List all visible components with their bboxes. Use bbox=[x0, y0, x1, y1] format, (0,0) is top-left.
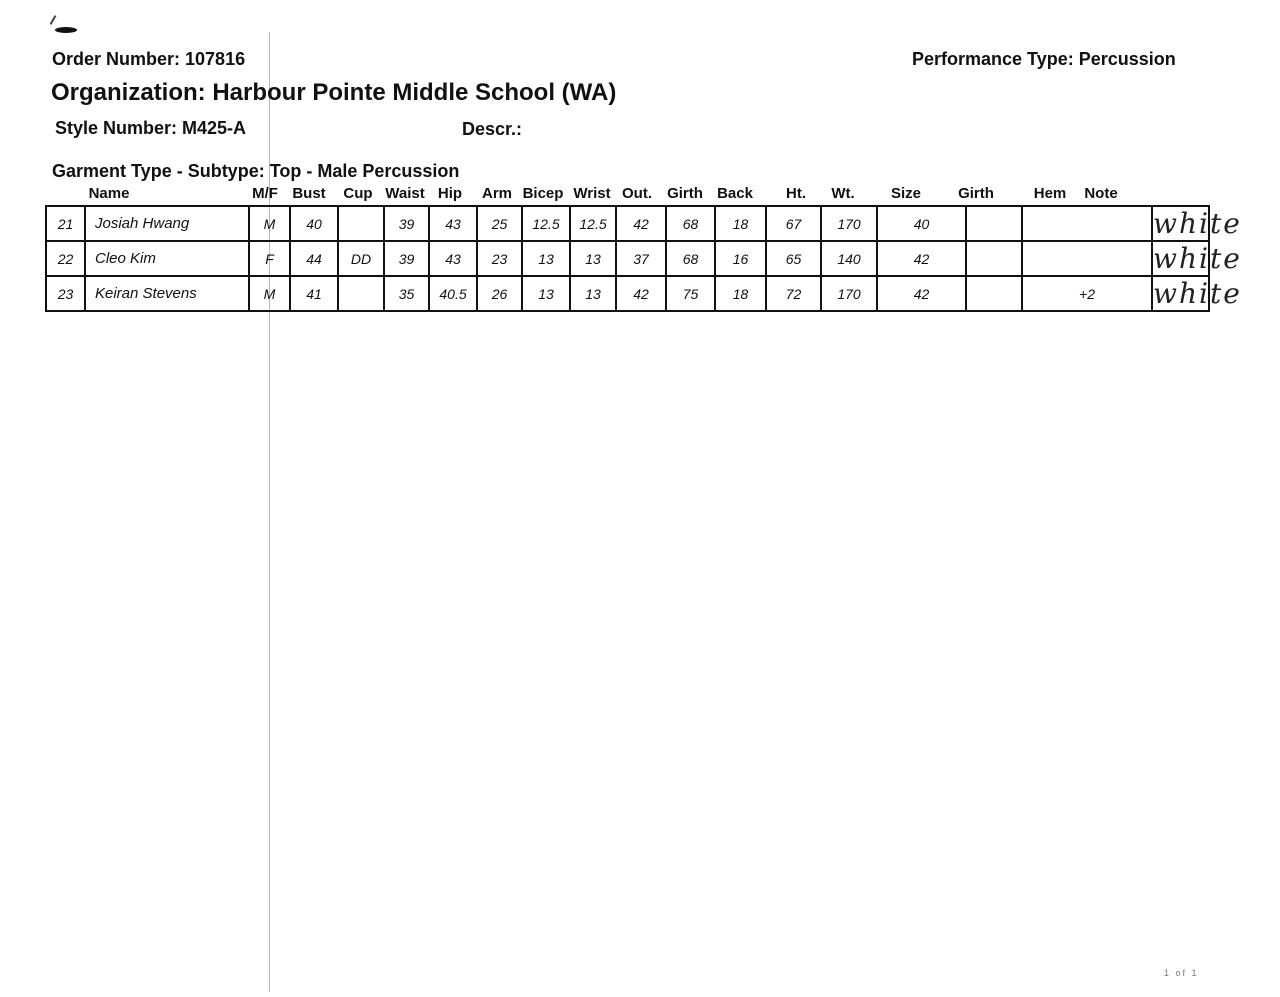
cell-ht: 72 bbox=[766, 276, 821, 311]
organization-title: Organization: Harbour Pointe Middle School (WA) bbox=[51, 79, 617, 106]
cell-out: 37 bbox=[616, 241, 666, 276]
table-row bbox=[46, 206, 1209, 241]
cell-hem bbox=[1022, 241, 1152, 276]
cell-ht: 67 bbox=[766, 206, 821, 241]
cell-back: 16 bbox=[715, 241, 766, 276]
cell-girth: 68 bbox=[666, 206, 715, 241]
scan-artifact-tick bbox=[50, 15, 57, 25]
cell-size: 40 bbox=[877, 206, 966, 241]
column-header-wt: Wt. bbox=[831, 185, 855, 202]
row-number: 21 bbox=[46, 206, 85, 241]
cell-girth-2 bbox=[966, 276, 1022, 311]
cell-bicep: 12.5 bbox=[522, 206, 570, 241]
cell-arm: 25 bbox=[477, 206, 522, 241]
cell-waist: 39 bbox=[384, 241, 429, 276]
cell-wrist: 12.5 bbox=[570, 206, 616, 241]
cell-back: 18 bbox=[715, 276, 766, 311]
cell-arm: 23 bbox=[477, 241, 522, 276]
student-name: Cleo Kim bbox=[85, 241, 249, 276]
column-header-girth: Girth bbox=[667, 185, 703, 202]
cell-ht: 65 bbox=[766, 241, 821, 276]
column-header-cup: Cup bbox=[343, 185, 373, 202]
cell-wt: 170 bbox=[821, 206, 877, 241]
cell-cup bbox=[338, 206, 384, 241]
student-name: Josiah Hwang bbox=[85, 206, 249, 241]
column-header-bicep: Bicep bbox=[522, 185, 564, 202]
column-header-girth-2: Girth bbox=[958, 185, 994, 202]
cell-waist: 35 bbox=[384, 276, 429, 311]
measurement-table bbox=[45, 205, 1242, 312]
cell-size: 42 bbox=[877, 241, 966, 276]
table-row bbox=[46, 276, 1209, 311]
cell-bust: 41 bbox=[290, 276, 338, 311]
cell-wrist: 13 bbox=[570, 276, 616, 311]
cell-hem: +2 bbox=[1022, 276, 1152, 311]
performance-type: Performance Type: Percussion bbox=[912, 49, 1176, 69]
cell-girth: 68 bbox=[666, 241, 715, 276]
column-header-wrist: Wrist bbox=[573, 185, 611, 202]
cell-bust: 44 bbox=[290, 241, 338, 276]
column-header-hip: Hip bbox=[437, 185, 463, 202]
description-label: Descr.: bbox=[462, 119, 523, 139]
column-header-ht: Ht. bbox=[786, 185, 806, 202]
column-header-size: Size bbox=[890, 185, 922, 202]
cell-out: 42 bbox=[616, 276, 666, 311]
column-header-back: Back bbox=[717, 185, 753, 202]
column-header-out: Out. bbox=[622, 185, 652, 202]
column-header-mf: M/F bbox=[252, 185, 278, 202]
cell-waist: 39 bbox=[384, 206, 429, 241]
cell-mf: M bbox=[249, 276, 290, 311]
cell-wrist: 13 bbox=[570, 241, 616, 276]
cell-bicep: 13 bbox=[522, 276, 570, 311]
cell-hem bbox=[1022, 206, 1152, 241]
cell-wt: 170 bbox=[821, 276, 877, 311]
cell-girth: 75 bbox=[666, 276, 715, 311]
cell-bust: 40 bbox=[290, 206, 338, 241]
cell-cup bbox=[338, 276, 384, 311]
row-number: 22 bbox=[46, 241, 85, 276]
garment-type: Garment Type - Subtype: Top - Male Percussion bbox=[52, 161, 460, 181]
column-header-name: Name bbox=[88, 185, 130, 202]
cell-cup: DD bbox=[338, 241, 384, 276]
student-name: Keiran Stevens bbox=[85, 276, 249, 311]
cell-girth-2 bbox=[966, 241, 1022, 276]
column-header-arm: Arm bbox=[481, 185, 513, 202]
cell-note-handwritten: white bbox=[1153, 242, 1242, 275]
page-number: 1 of 1 bbox=[1164, 968, 1199, 978]
cell-out: 42 bbox=[616, 206, 666, 241]
column-header-waist: Waist bbox=[385, 185, 425, 202]
table-row bbox=[46, 241, 1209, 276]
cell-wt: 140 bbox=[821, 241, 877, 276]
cell-girth-2 bbox=[966, 206, 1022, 241]
cell-size: 42 bbox=[877, 276, 966, 311]
column-header-note: Note bbox=[1084, 185, 1118, 202]
cell-note-handwritten: white bbox=[1153, 207, 1242, 240]
column-header-bust: Bust bbox=[292, 185, 326, 202]
cell-bicep: 13 bbox=[522, 241, 570, 276]
style-number: Style Number: M425-A bbox=[55, 118, 247, 138]
order-number: Order Number: 107816 bbox=[52, 49, 246, 69]
cell-hip: 40.5 bbox=[429, 276, 477, 311]
cell-note-handwritten: white bbox=[1153, 277, 1242, 310]
column-header-hem: Hem bbox=[1033, 185, 1067, 202]
cell-hip: 43 bbox=[429, 206, 477, 241]
row-number: 23 bbox=[46, 276, 85, 311]
cell-hip: 43 bbox=[429, 241, 477, 276]
cell-mf: M bbox=[249, 206, 290, 241]
cell-mf: F bbox=[249, 241, 290, 276]
cell-back: 18 bbox=[715, 206, 766, 241]
cell-arm: 26 bbox=[477, 276, 522, 311]
scan-artifact-mark bbox=[55, 27, 77, 33]
